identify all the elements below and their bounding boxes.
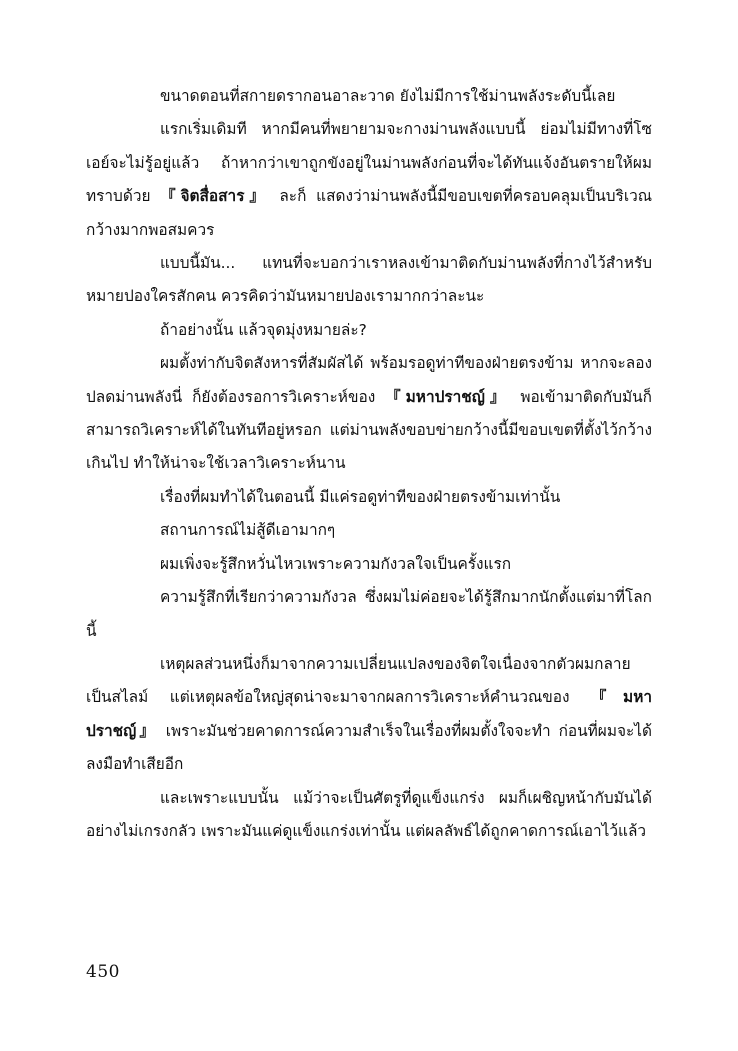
page-number: 450 bbox=[86, 962, 120, 982]
paragraph-text: เหตุผลส่วนหนึ่งก็มาจากความเปลี่ยนแปลงของจิตใจเนื่องจากตัวผมกลายเป็นสไลม์ แต่เหตุผลข้อใหญ่สุดน่าจะมาจากผลการวิเคราะห์คำนวณของ bbox=[86, 654, 631, 707]
paragraph-2 bbox=[86, 113, 652, 247]
paragraph-4 bbox=[86, 314, 652, 347]
paragraph-7 bbox=[86, 514, 652, 547]
paragraph-text: พอเข้ามาติดกับมันก็สามารถวิเคราะห์ได้ในทันทีอยู่หรอก แต่ม่านพลังขอบข่ายกว้างนี้มีขอบเขตที่ตั้งไว้กว้างเกินไป ทำให้น่าจะใช้เวลาวิเคราะห์นาน bbox=[86, 387, 652, 473]
paragraph-text: ผมเพิ่งจะรู้สึกหวั่นไหวเพราะความกังวลใจเป็นครั้งแรก bbox=[160, 554, 512, 573]
paragraph-text: แรกเริ่มเดิมที หากมีคนที่พยายามจะกางม่านพลังแบบนี้ ย่อมไม่มีทางที่โซเอย์จะไม่รู้อยู่แล้ว ถ้าหากว่าเขาถูกขังอยู่ในม่านพลังก่อนที่จะได้ทันแจ้งอันตรายให้ผมทราบด้วย bbox=[86, 120, 652, 206]
paragraph-text: เพราะมันช่วยคาดการณ์ความสำเร็จในเรื่องที่ผมตั้งใจจะทำ ก่อนที่ผมจะได้ลงมือทำเสียอีก bbox=[86, 721, 652, 774]
paragraph-text: สถานการณ์ไม่สู้ดีเอามากๆ bbox=[160, 521, 336, 540]
paragraph-text: ละก็ แสดงว่าม่านพลังนี้มีขอบเขตที่ครอบคลุมเป็นบริเวณกว้างมากพอสมควร bbox=[86, 187, 652, 239]
paragraph-text: ผมตั้งท่ากับจิตสังหารที่สัมผัสได้ พร้อมรอดูท่าทีของฝ่ายตรงข้าม หากจะลองปลดม่านพลังนี่ ก็ยังต้องรอการวิเคราะห์ของ bbox=[86, 354, 652, 406]
page-body bbox=[86, 80, 652, 848]
paragraph-10 bbox=[86, 648, 652, 782]
paragraph-9 bbox=[86, 581, 652, 648]
skill-name-great-sage: 『มหาปราชญ์』 bbox=[385, 387, 511, 406]
paragraph-1 bbox=[86, 80, 652, 113]
paragraph-text: ขนาดตอนที่สกายดรากอนอาละวาด ยังไม่มีการใช้ม่านพลังระดับนี้เลย bbox=[160, 87, 616, 105]
paragraph-text: แบบนี้มัน... แทนที่จะบอกว่าเราหลงเข้ามาติดกับม่านพลังที่กางไว้สำหรับหมายปองใครสักคน ควรคิดว่ามันหมายปองเรามากกว่าละนะ bbox=[86, 254, 652, 306]
skill-name-great-sage: 『มหาปราชญ์』 bbox=[86, 688, 652, 740]
paragraph-text: ถ้าอย่างนั้น แล้วจุดมุ่งหมายล่ะ? bbox=[160, 320, 367, 339]
skill-name-mind-communication: 『จิตสื่อสาร』 bbox=[160, 187, 270, 206]
paragraph-text: เรื่องที่ผมทำได้ในตอนนี้ มีแค่รอดูท่าทีของฝ่ายตรงข้ามเท่านั้น bbox=[160, 487, 561, 506]
paragraph-5 bbox=[86, 347, 652, 481]
paragraph-11 bbox=[86, 782, 652, 849]
paragraph-6 bbox=[86, 481, 652, 514]
paragraph-text: และเพราะแบบนั้น แม้ว่าจะเป็นศัตรูที่ดูแข็งแกร่ง ผมก็เผชิญหน้ากับมันได้อย่างไม่เกรงกลัว เพราะมันแค่ดูแข็งแกร่งเท่านั้น แต่ผลลัพธ์ได้ถูกคาดการณ์เอาไว้แล้ว bbox=[86, 788, 652, 840]
paragraph-8 bbox=[86, 548, 652, 581]
paragraph-text: ความรู้สึกที่เรียกว่าความกังวล ซึ่งผมไม่ค่อยจะได้รู้สึกมากนักตั้งแต่มาที่โลกนี้ bbox=[86, 588, 652, 640]
paragraph-3 bbox=[86, 247, 652, 314]
